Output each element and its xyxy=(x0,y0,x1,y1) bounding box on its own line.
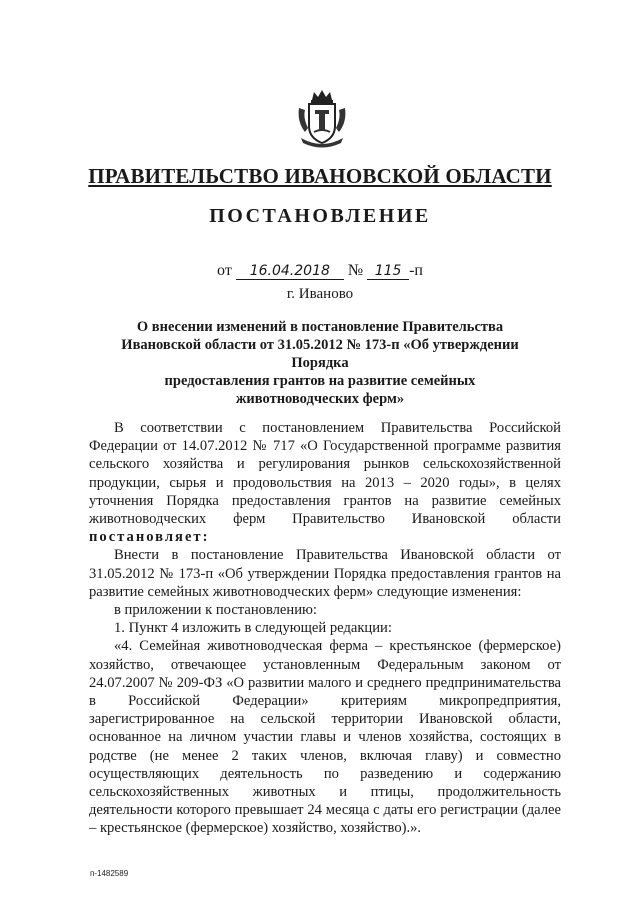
handwritten-date: 16.04.2018 xyxy=(236,263,344,280)
footer-document-code: п-1482589 xyxy=(90,869,129,878)
subject-line: предоставления грантов на развитие семейных xyxy=(164,373,476,389)
document-subject xyxy=(95,318,545,408)
appendix-paragraph: в приложении к постановлению: xyxy=(114,602,317,619)
item-paragraph: 1. Пункт 4 изложить в следующей редакции: xyxy=(114,620,392,637)
subject-line: О внесении изменений в постановление Правительства xyxy=(136,319,504,335)
date-prefix: от xyxy=(217,262,232,279)
amendment-intro-paragraph: Внести в постановление Правительства Ивановской области от 31.05.2012 № 173-п «Об утверждении Порядка предоставления грантов на развитие семейных животноводческих ферм» следующие изменения: xyxy=(89,547,561,600)
coat-of-arms-emblem xyxy=(295,88,349,148)
number-suffix: -п xyxy=(409,262,423,279)
resolution-keyword: постановляет: xyxy=(89,529,210,546)
document-body xyxy=(89,419,561,838)
date-number-line xyxy=(0,262,640,280)
handwritten-number: 115 xyxy=(367,263,409,280)
city-line: г. Иваново xyxy=(286,286,354,302)
subject-line: животноводческих ферм» xyxy=(235,391,405,407)
number-sign: № xyxy=(347,262,364,279)
document-type-heading: ПОСТАНОВЛЕНИЕ xyxy=(209,205,431,227)
preamble-paragraph xyxy=(89,419,561,546)
organization-title: ПРАВИТЕЛЬСТВО ИВАНОВСКОЙ ОБЛАСТИ xyxy=(88,164,552,188)
subject-line: Ивановской области от 31.05.2012 № 173-п «Об утверждении Порядка xyxy=(121,337,519,371)
new-wording-paragraph: «4. Семейная животноводческая ферма – крестьянское (фермерское) хозяйство, отвечающее установленным Федеральным законом от 24.07.2007 № 209-ФЗ «О развитии малого и среднего предпринимательства в Российской Федерации» критериям микропредприятия, зарегистрированное на сельской территории Ивановской области, основанное на личном участии главы и членов хозяйства, состоящих в родстве (не менее 2 таких членов, включая главу) и совместно осуществляющих деятельность по разведению и содержанию сельскохозяйственных животных и птицы, продолжительность деятельности которого превышает 24 месяца с даты его регистрации (далее – крестьянское (фермерское) хозяйство, хозяйство).». xyxy=(89,638,561,837)
preamble-text: В соответствии с постановлением Правительства Российской Федерации от 14.07.2012 № 717 «О Государственной программе развития сельского хозяйства и регулирования рынков сельскохозяйственной продукции, сырья и продовольствия на 2013 – 2020 годы», в целях уточнения Порядка предоставления грантов на развитие семейных животноводческих ферм Правительство Ивановской области xyxy=(89,420,561,528)
